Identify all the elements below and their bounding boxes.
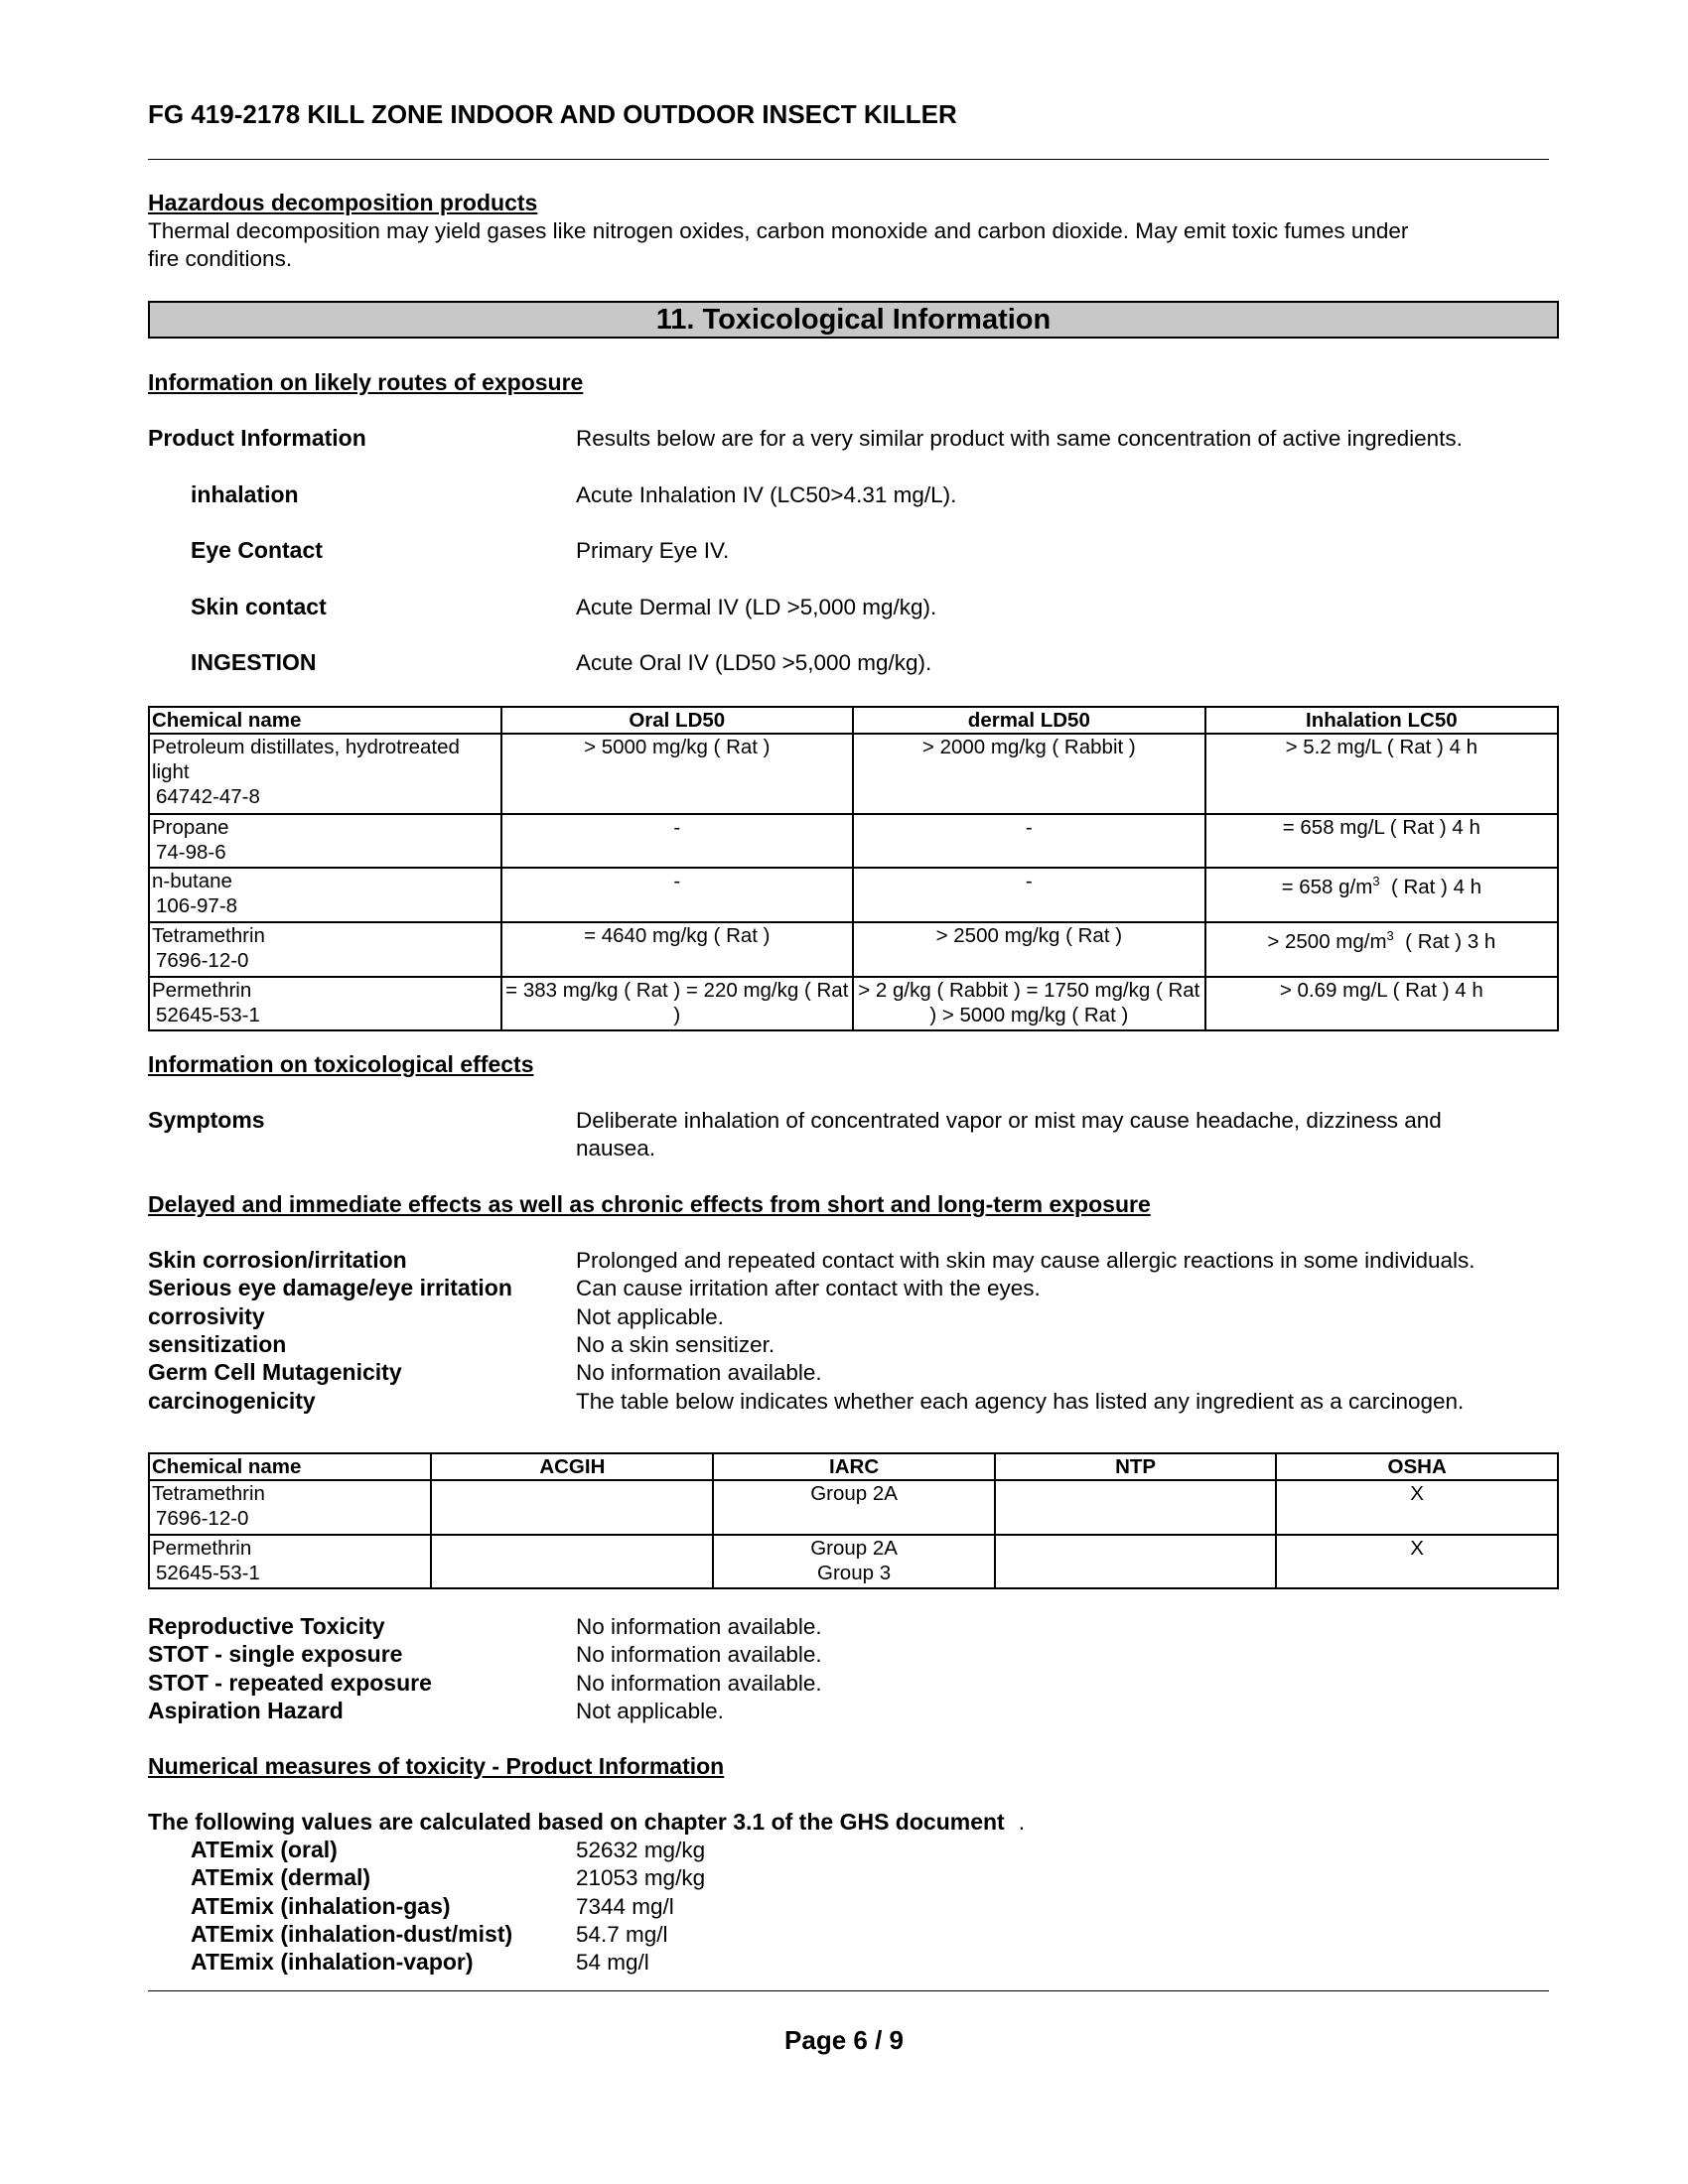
iarc-value [713,1535,995,1588]
carcinogenicity-value: The table below indicates whether each agency has listed any ingredient as a carcinogen. [576,1389,1465,1414]
ghs-intro [148,1809,1025,1836]
col-iarc: IARC [713,1453,995,1480]
atemix-vapor-value: 54 mg/l [576,1950,649,1975]
chemical-name: Petroleum distillates, hydrotreated [152,736,460,758]
inhalation-lc50-value [1205,868,1558,922]
col-acgih: ACGIH [431,1453,713,1480]
document-title: FG 419-2178 KILL ZONE INDOOR AND OUTDOOR INSECT KILLER [148,99,957,129]
inhalation-lc50-value: > 5.2 mg/L ( Rat ) 4 h [1205,734,1558,814]
inhalation-lc50-text: > 2500 mg/m [1267,929,1387,953]
chemical-cell [149,868,501,922]
symptoms-label: Symptoms [148,1107,265,1133]
chemical-name-cont: light [152,760,190,783]
dermal-ld50-value: > 2 g/kg ( Rabbit ) = 1750 mg/kg ( Rat ) > 5000 mg/kg ( Rat ) [853,977,1205,1030]
inhalation-lc50-value: = 658 mg/L ( Rat ) 4 h [1205,814,1558,868]
stot-single-value: No information available. [576,1642,822,1667]
corrosivity-label: corrosivity [148,1303,265,1329]
cas-number: 52645-53-1 [156,1004,260,1026]
oral-ld50-value: = 4640 mg/kg ( Rat ) [501,922,853,977]
ld50-table [148,706,1559,1031]
inhalation-lc50-tail: ( Rat ) 4 h [1379,875,1482,898]
sensitization-value: No a skin sensitizer. [576,1332,775,1357]
table-row [149,868,1558,922]
aspiration-value: Not applicable. [576,1699,724,1723]
hazardous-text-line1: Thermal decomposition may yield gases like nitrogen oxides, carbon monoxide and carbon dioxide. May emit toxic fumes under [148,218,1409,243]
atemix-dermal-label: ATEmix (dermal) [191,1864,371,1890]
chemical-cell [149,922,501,977]
eye-contact-label: Eye Contact [191,537,323,563]
symptoms-value-line1: Deliberate inhalation of concentrated vapor or mist may cause headache, dizziness and [576,1108,1442,1133]
table-row [149,922,1558,977]
chemical-cell [149,977,501,1030]
inhalation-lc50-value [1205,922,1558,977]
iarc-group: Group 2A [810,1482,898,1505]
atemix-oral-label: ATEmix (oral) [191,1837,338,1862]
inhalation-lc50-text: = 658 g/m [1281,875,1373,898]
eye-damage-label: Serious eye damage/eye irritation [148,1275,512,1300]
atemix-oral-value: 52632 mg/kg [576,1838,706,1862]
routes-heading: Information on likely routes of exposure [148,369,584,395]
col-dermal-ld50: dermal LD50 [853,707,1205,734]
reproductive-value: No information available. [576,1614,822,1639]
iarc-value [713,1480,995,1535]
chemical-name: Tetramethrin [152,924,265,947]
dermal-ld50-value: > 2500 mg/kg ( Rat ) [853,922,1205,977]
skin-contact-label: Skin contact [191,594,327,619]
mutagenicity-value: No information available. [576,1360,822,1385]
cas-number: 106-97-8 [156,894,238,917]
ghs-intro-tail: . [1018,1809,1026,1835]
oral-ld50-value: > 5000 mg/kg ( Rat ) [501,734,853,814]
acgih-value [431,1535,713,1588]
carcinogenicity-label: carcinogenicity [148,1388,316,1414]
col-ntp: NTP [995,1453,1276,1480]
sensitization-label: sensitization [148,1331,287,1357]
acgih-value [431,1480,713,1535]
dermal-ld50-value: - [853,814,1205,868]
stot-repeated-label: STOT - repeated exposure [148,1670,432,1696]
atemix-gas-label: ATEmix (inhalation-gas) [191,1893,451,1919]
delayed-heading: Delayed and immediate effects as well as chronic effects from short and long-term exposure [148,1191,1151,1217]
iarc-group: Group 3 [817,1562,892,1584]
product-info-value: Results below are for a very similar product with same concentration of active ingredients. [576,426,1463,451]
footer-rule [148,1990,1549,1991]
reproductive-label: Reproductive Toxicity [148,1613,385,1639]
page-number: Page 6 / 9 [784,2025,904,2055]
superscript: 3 [1386,928,1394,943]
oral-ld50-value: - [501,814,853,868]
hazardous-text-line2: fire conditions. [148,246,293,271]
oral-ld50-value: - [501,868,853,922]
aspiration-label: Aspiration Hazard [148,1698,344,1723]
section-title: 11. Toxicological Information [148,301,1559,339]
hazardous-heading: Hazardous decomposition products [148,190,538,215]
header-rule [148,159,1549,160]
chemical-name: Permethrin [152,1537,252,1560]
ntp-value [995,1480,1276,1535]
osha-value: X [1276,1535,1558,1588]
chemical-name: Propane [152,816,229,839]
atemix-gas-value: 7344 mg/l [576,1894,674,1919]
table-header-row [149,707,1558,734]
stot-repeated-value: No information available. [576,1671,822,1696]
iarc-group: Group 2A [810,1537,898,1560]
chemical-cell [149,814,501,868]
ghs-intro-text: The following values are calculated based on chapter 3.1 of the GHS document [148,1809,1005,1835]
atemix-dust-label: ATEmix (inhalation-dust/mist) [191,1921,513,1947]
numerical-heading: Numerical measures of toxicity - Product Information [148,1753,725,1779]
oral-ld50-value: = 383 mg/kg ( Rat ) = 220 mg/kg ( Rat ) [501,977,853,1030]
superscript: 3 [1372,874,1380,888]
corrosivity-value: Not applicable. [576,1304,724,1329]
col-inhalation-lc50: Inhalation LC50 [1205,707,1558,734]
chemical-name: n-butane [152,870,232,892]
inhalation-value: Acute Inhalation IV (LC50>4.31 mg/L). [576,482,957,507]
ingestion-label: INGESTION [191,649,317,675]
table-row [149,814,1558,868]
skin-corrosion-label: Skin corrosion/irritation [148,1247,407,1273]
table-row [149,1480,1558,1535]
mutagenicity-label: Germ Cell Mutagenicity [148,1359,402,1385]
product-info-label: Product Information [148,425,366,451]
inhalation-label: inhalation [191,481,299,507]
skin-corrosion-value: Prolonged and repeated contact with skin may cause allergic reactions in some individuals. [576,1248,1476,1273]
cas-number: 7696-12-0 [156,949,249,972]
eye-damage-value: Can cause irritation after contact with the eyes. [576,1276,1041,1300]
cas-number: 7696-12-0 [156,1507,249,1530]
dermal-ld50-value: - [853,868,1205,922]
ingestion-value: Acute Oral IV (LD50 >5,000 mg/kg). [576,650,932,675]
cas-number: 64742-47-8 [156,785,260,808]
stot-single-label: STOT - single exposure [148,1641,403,1667]
col-chemical-name: Chemical name [149,707,501,734]
col-oral-ld50: Oral LD50 [501,707,853,734]
atemix-vapor-label: ATEmix (inhalation-vapor) [191,1949,474,1975]
eye-contact-value: Primary Eye IV. [576,538,730,563]
carcinogen-table [148,1452,1559,1589]
skin-contact-value: Acute Dermal IV (LD >5,000 mg/kg). [576,595,937,619]
chemical-cell [149,1535,431,1588]
chemical-name: Permethrin [152,979,252,1002]
atemix-dust-value: 54.7 mg/l [576,1922,668,1947]
chemical-cell [149,734,501,814]
inhalation-lc50-tail: ( Rat ) 3 h [1393,929,1496,953]
table-row [149,977,1558,1030]
table-header-row [149,1453,1558,1480]
effects-heading: Information on toxicological effects [148,1051,534,1077]
chemical-name: Tetramethrin [152,1482,265,1505]
cas-number: 74-98-6 [156,841,226,864]
col-osha: OSHA [1276,1453,1558,1480]
table-row [149,1535,1558,1588]
col-chemical-name: Chemical name [149,1453,431,1480]
osha-value: X [1276,1480,1558,1535]
table-row [149,734,1558,814]
atemix-dermal-value: 21053 mg/kg [576,1865,706,1890]
inhalation-lc50-value: > 0.69 mg/L ( Rat ) 4 h [1205,977,1558,1030]
cas-number: 52645-53-1 [156,1562,260,1584]
ntp-value [995,1535,1276,1588]
dermal-ld50-value: > 2000 mg/kg ( Rabbit ) [853,734,1205,814]
symptoms-value-line2: nausea. [576,1136,656,1160]
chemical-cell [149,1480,431,1535]
